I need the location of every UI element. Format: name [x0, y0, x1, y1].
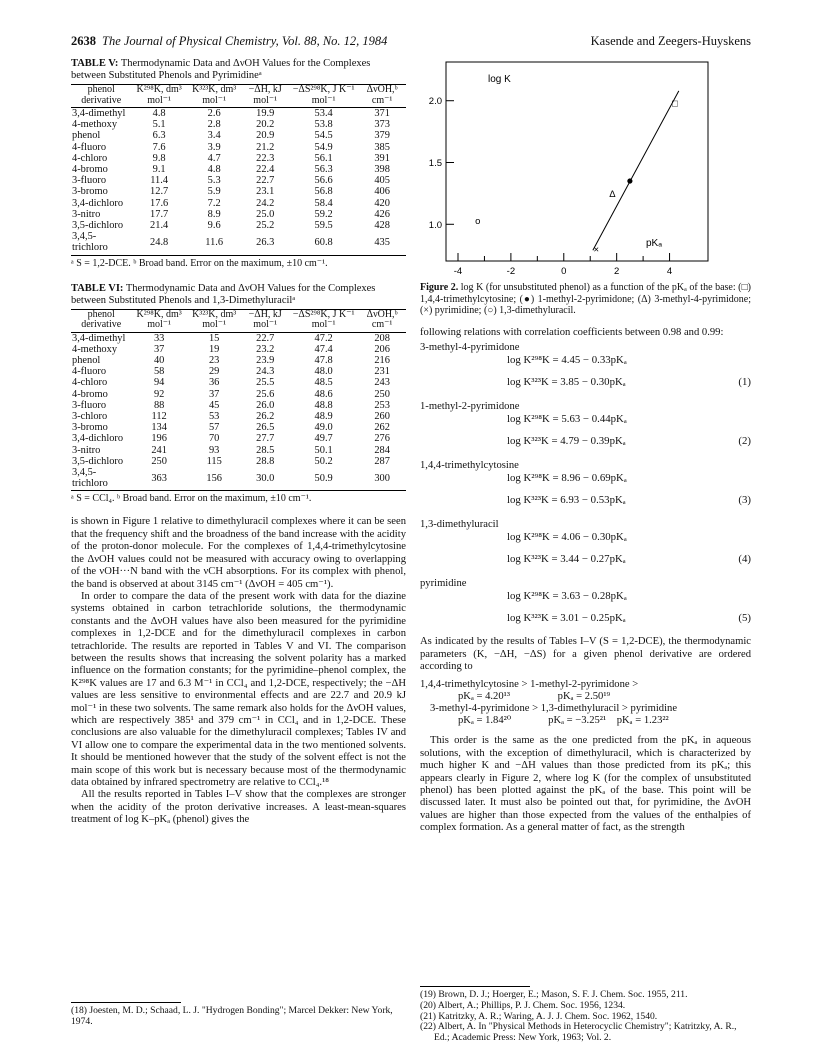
value-cell: 25.2 [256, 220, 275, 232]
value-cell: 23.1 [256, 186, 275, 198]
value-cell: 4.8 [152, 108, 166, 119]
table-row [71, 119, 406, 130]
value-cell: 26.0 [256, 399, 275, 411]
x-axis-label: pKₐ [646, 238, 662, 249]
phenol-derivative-cell: 3-fluoro [72, 399, 107, 411]
value-cell: 26.5 [256, 422, 275, 434]
value-cell: 37 [153, 343, 165, 355]
regression-line [593, 91, 679, 250]
value-cell: 45 [208, 399, 220, 411]
phenol-derivative-cell: 3-bromo [72, 422, 108, 434]
value-cell: 20.2 [256, 119, 275, 131]
value-cell: 57 [208, 422, 220, 434]
table5 [71, 84, 406, 256]
value-cell: 3.9 [207, 141, 221, 153]
value-cell: 115 [206, 455, 222, 467]
phenol-derivative-cell: 4-bromo [72, 388, 108, 400]
value-cell: 363 [131, 467, 187, 491]
footnote-18: (18) Joesten, M. D.; Schaad, L. J. "Hydrogen Bonding"; Marcel Dekker: New York, 1974. [71, 1005, 393, 1027]
value-cell: 385 [374, 141, 390, 153]
table-row [71, 153, 406, 164]
data-point-open-circle: o [475, 216, 481, 228]
value-cell: 50.9 [289, 467, 358, 491]
phenol-derivative-cell: 4-chloro [72, 377, 108, 389]
value-cell: 243 [374, 377, 390, 389]
value-cell: 391 [374, 152, 390, 164]
value-cell: 48.9 [314, 411, 333, 423]
value-cell: 11.4 [150, 175, 169, 187]
value-cell: 4.8 [207, 164, 221, 176]
value-cell: 241 [151, 444, 167, 456]
value-cell: 11.6 [187, 231, 242, 255]
value-cell: 21.4 [150, 220, 169, 232]
value-cell: 47.2 [314, 332, 333, 344]
value-cell: 208 [374, 332, 390, 344]
table-row [71, 231, 406, 255]
phenol-derivative-cell: 4-chloro [72, 152, 108, 164]
value-cell: 19.9 [256, 108, 275, 119]
table-row [71, 400, 406, 411]
equation-text: log K³²³K = 3.85 − 0.30pKₐ [507, 376, 626, 389]
table-row [71, 377, 406, 388]
value-cell: 8.9 [207, 208, 221, 220]
reference: (22) Albert, A. In "Physical Methods in Heterocyclic Chemistry"; Katritzky, A. R., Ed.; Academic Press: New York, 1963; Vol. 2. [420, 1021, 737, 1044]
paragraph: In order to compare the data of the present work with data for the diazine systems obtained in carbon tetrachloride solutions, the thermodynamic constants and the ΔνOH values have also been measured for the pyrimidine complexes in 1,2-DCE and for the dimethyluracil complexes in carbon tetrachloride. The results are reported in Tables V and VI. The comparison between the results shows that increasing the solvent polarity has a marked influence on the formation constants; for the pyrimidine–phenol complex, the K²⁹⁸K values are 17 and 6.3 M⁻¹ in CCl₄ and 1,2-DCE, respectively; the −ΔH values are less sensitive to environmental effects and are 22.7 and 20.9 kJ mol⁻¹ in these two solvents. The same remark also holds for the ΔνOH values, which are respectively 385¹ and 379 cm⁻¹ in CCl₄ and in 1,2-DCE. These conclusions are also valuable for the dimethyluracil complexes; Tables IV and VI allow one to compare the experimental data in the two mentioned solvents. It should be mentioned however that the study of the solvent effect is not the main scope of this work but is necessary because most of the thermodynamic data obtained by infrared spectrometry are relative to CCl₄.¹⁸ [71, 590, 406, 789]
y-axis-label: log K [488, 74, 511, 85]
table5-footnote: ᵃ S = 1,2-DCE. ᵇ Broad band. Error on the maximum, ±10 cm⁻¹. [71, 257, 328, 269]
value-cell: 26.3 [241, 231, 289, 255]
right-body-text [420, 735, 751, 834]
header-authors: Kasende and Zeegers-Huyskens [590, 34, 751, 48]
figure2-caption-text: log K (for unsubstituted phenol) as a function of the pKₐ of the base: (□) 1,4,4-trimethylcytosine; (●) 1-methyl-2-pyrimidone; (Δ) 3-methyl-4-pyrimidone; (×) pyrimidine; (○) 1,3-dimethyluracil. [420, 282, 752, 317]
table-row [71, 220, 406, 231]
value-cell: 26.2 [256, 411, 275, 423]
value-cell: 9.6 [207, 220, 221, 232]
y-tick-label: 1.5 [428, 158, 442, 169]
compound-name: 1,4,4-trimethylcytosine [420, 460, 519, 472]
phenol-derivative-cell: 4-methoxy [72, 343, 118, 355]
value-cell: 58.4 [314, 197, 333, 209]
compound-name: 1-methyl-2-pyrimidone [420, 401, 520, 413]
table6-footnote: ᵃ S = CCl₄. ᵇ Broad band. Error on the maximum, ±10 cm⁻¹. [71, 493, 312, 505]
right-footnote-area [420, 986, 751, 1044]
value-cell: 22.7 [256, 175, 275, 187]
value-cell: 260 [374, 411, 390, 423]
phenol-derivative-cell: 4-bromo [72, 164, 108, 176]
value-cell: 371 [374, 108, 390, 119]
value-cell: 435 [358, 231, 406, 255]
value-cell: 58 [153, 366, 165, 378]
value-cell: 25.5 [256, 377, 275, 389]
table-row [71, 456, 406, 467]
footnote-rule [420, 986, 530, 987]
table5-label: TABLE V: [71, 58, 119, 69]
value-cell: 22.3 [256, 152, 275, 164]
phenol-derivative-cell: 3,5-dichloro [72, 220, 124, 232]
table-row [71, 108, 406, 120]
table-row [71, 467, 406, 491]
y-tick-label: 2.0 [428, 96, 442, 108]
table-row [71, 142, 406, 153]
value-cell: 23.2 [256, 343, 275, 355]
table-row [71, 186, 406, 197]
equation-number: (3) [738, 494, 751, 507]
value-cell: 19 [208, 343, 220, 355]
phenol-derivative-cell: phenol [72, 130, 101, 142]
table-row [71, 344, 406, 355]
value-cell: 250 [151, 455, 167, 467]
value-cell: 420 [374, 197, 390, 209]
journal-title: The Journal of Physical Chemistry, Vol. 88, No. 12, 1984 [102, 34, 388, 48]
value-cell: 406 [374, 186, 390, 198]
equation-text: log K²⁹⁸K = 4.45 − 0.33pKₐ [507, 354, 627, 367]
right-column [420, 58, 752, 1044]
equation-text: log K³²³K = 4.79 − 0.39pKₐ [507, 435, 626, 448]
value-cell: 250 [374, 388, 390, 400]
left-footnote-area [71, 1002, 406, 1028]
phenol-derivative-cell: 3-nitro [72, 208, 101, 220]
value-cell: 54.5 [314, 130, 333, 142]
order-paragraph: As indicated by the results of Tables I–V (S = 1,2-DCE), the thermodynamic parameters (K, −ΔH, −ΔS) for a given phenol derivative are ordered according to [420, 636, 751, 672]
table-row [71, 198, 406, 209]
value-cell: 24.3 [256, 366, 275, 378]
table5-header-cell: −ΔH, kJ mol⁻¹ [241, 85, 289, 108]
plot-frame [446, 62, 708, 261]
equation-number: (1) [738, 376, 751, 389]
value-cell: 23 [208, 355, 220, 367]
x-tick-label: -4 [453, 266, 463, 276]
equation [420, 531, 751, 553]
order-line: pKₐ = 1.84²⁰ pKₐ = −3.25²¹ pKₐ = 1.23²² [458, 715, 669, 727]
phenol-derivative-cell: 3,4,5-trichloro [71, 467, 131, 491]
footnote-rule [71, 1002, 181, 1003]
table-row [71, 366, 406, 377]
value-cell: 2.6 [207, 108, 221, 119]
equation [420, 354, 751, 376]
x-tick-label: -2 [506, 266, 516, 276]
value-cell: 48.8 [314, 399, 333, 411]
value-cell: 48.6 [314, 388, 333, 400]
phenol-derivative-cell: 4-fluoro [72, 366, 107, 378]
table-row [71, 332, 406, 344]
table6-caption [71, 283, 406, 307]
equation [420, 376, 751, 398]
table6-header-cell: −ΔS²⁹⁸K, J K⁻¹ mol⁻¹ [289, 309, 358, 332]
equations [420, 341, 751, 634]
value-cell: 9.1 [152, 164, 166, 176]
x-tick-label: 4 [666, 266, 673, 276]
table6-label: TABLE VI: [71, 282, 124, 294]
table-row [71, 355, 406, 366]
left-body-text [71, 516, 406, 826]
compound-name: 1,3-dimethyluracil [420, 519, 499, 531]
value-cell: 9.8 [152, 152, 166, 164]
phenol-derivative-cell: 3,4,5-trichloro [71, 231, 131, 255]
equation-text: log K³²³K = 3.01 − 0.25pKₐ [507, 612, 626, 625]
value-cell: 134 [151, 422, 167, 434]
compound-name: 3-methyl-4-pyrimidone [420, 342, 520, 354]
equation-text: log K²⁹⁸K = 5.63 − 0.44pKₐ [507, 413, 627, 426]
value-cell: 24.2 [256, 197, 275, 209]
figure2-caption-label: Figure 2. [420, 282, 459, 293]
phenol-derivative-cell: 4-methoxy [72, 119, 118, 131]
equation [420, 435, 751, 457]
value-cell: 50.2 [314, 455, 333, 467]
paragraph: is shown in Figure 1 relative to dimethyluracil complexes where it can be seen that the frequency shift and the broadness of the band increase with the acidity of the proton-donor molecule. For the complexes of 1,4,4-trimethylcytosine the ΔνOH values could not be measured with accuracy owing to overlapping of the νOH···N band with the νCH absorptions. For its complex with phenol, the band is observed at about 3145 cm⁻¹ (ΔνOH = 405 cm⁻¹). [71, 516, 406, 590]
equation-text: log K²⁹⁸K = 8.96 − 0.69pKₐ [507, 472, 627, 485]
value-cell: 28.8 [256, 455, 275, 467]
value-cell: 56.1 [314, 152, 333, 164]
paragraph: All the results reported in Tables I–V show that the complexes are stronger when the acidity of the proton derivative increases. A least-mean-squares treatment of log K–pKₐ (phenol) gives the [71, 789, 406, 826]
data-point-square: □ [671, 98, 678, 110]
value-cell: 262 [374, 422, 390, 434]
right-intro: following relations with correlation coefficients between 0.98 and 0.99: [420, 326, 724, 338]
compound-name: pyrimidine [420, 578, 467, 590]
value-cell: 48.5 [314, 377, 333, 389]
value-cell: 284 [374, 444, 390, 456]
phenol-derivative-cell: 3,4-dichloro [72, 197, 124, 209]
table-row [71, 445, 406, 456]
data-marks [475, 91, 679, 256]
value-cell: 27.7 [256, 433, 275, 445]
y-tick-label: 1.0 [428, 219, 442, 231]
value-cell: 398 [374, 164, 390, 176]
reference: (21) Katritzky, A. R.; Waring, A. J. J. Chem. Soc. 1962, 1540. [420, 1010, 658, 1022]
x-tick-label: 2 [614, 266, 620, 276]
table6-header-cell: K³²³K, dm³ mol⁻¹ [187, 309, 242, 332]
table6-header-cell: phenol derivative [71, 309, 131, 332]
value-cell: 50.1 [314, 444, 333, 456]
table-row [71, 209, 406, 220]
table5-header-cell: phenol derivative [71, 85, 131, 108]
value-cell: 300 [358, 467, 406, 491]
value-cell: 70 [208, 433, 220, 445]
value-cell: 373 [374, 119, 390, 131]
value-cell: 5.3 [207, 175, 221, 187]
value-cell: 40 [153, 355, 165, 367]
paragraph: This order is the same as the one predicted from the pKₐ in aqueous solutions, with the exception of dimethyluracil, which is characterized by much higher K and −ΔH values than those predicted from its pKₐ; this appears clearly in Figure 2, where log K (for the complex of unsubstituted phenol) has been plotted against the pKₐ of the base. This point will be discussed later. It must also be pointed out that, for pyrimidine, the ΔνOH values are higher than those expected from the values of the enthalpies of complex formation. As a general matter of fact, as the strength [420, 735, 751, 834]
equation [420, 553, 751, 575]
running-header [71, 34, 751, 50]
value-cell: 92 [153, 388, 165, 400]
table-row [71, 433, 406, 444]
reference: (20) Albert, A.; Phillips, P. J. Chem. Soc. 1956, 1234. [420, 999, 626, 1011]
value-cell: 428 [374, 220, 390, 232]
left-column [71, 58, 406, 1027]
value-cell: 56.3 [314, 164, 333, 176]
value-cell: 47.8 [314, 355, 333, 367]
phenol-derivative-cell: 3-fluoro [72, 175, 107, 187]
value-cell: 426 [374, 208, 390, 220]
value-cell: 25.6 [256, 388, 275, 400]
value-cell: 7.2 [207, 197, 221, 209]
value-cell: 37 [208, 388, 220, 400]
value-cell: 28.5 [256, 444, 275, 456]
table-row [71, 411, 406, 422]
value-cell: 59.2 [314, 208, 333, 220]
value-cell: 47.4 [314, 343, 333, 355]
table5-body [71, 108, 406, 256]
value-cell: 53.4 [314, 108, 333, 119]
equation-number: (4) [738, 553, 751, 566]
value-cell: 48.0 [314, 366, 333, 378]
value-cell: 60.8 [289, 231, 358, 255]
value-cell: 17.6 [150, 197, 169, 209]
value-cell: 53.8 [314, 119, 333, 131]
table-row [71, 175, 406, 186]
value-cell: 94 [153, 377, 165, 389]
value-cell: 33 [153, 332, 165, 344]
table5-header-cell: K³²³K, dm³ mol⁻¹ [187, 85, 242, 108]
reference-list [420, 990, 751, 1044]
value-cell: 276 [374, 433, 390, 445]
table6-caption-text: Thermodynamic Data and ΔνOH Values for the Complexes between Substituted Phenols and 1,3-Dimethyluracilᵃ [71, 282, 376, 306]
data-point-filled-circle [627, 178, 632, 183]
phenol-derivative-cell: 3-chloro [72, 411, 108, 423]
value-cell: 88 [153, 399, 165, 411]
value-cell: 49.0 [314, 422, 333, 434]
basicity-order [420, 679, 751, 727]
value-cell: 49.7 [314, 433, 333, 445]
table6-header-cell: −ΔH, kJ mol⁻¹ [241, 309, 289, 332]
phenol-derivative-cell: 3-bromo [72, 186, 108, 198]
reference: (19) Brown, D. J.; Hoerger, E.; Mason, S. F. J. Chem. Soc. 1955, 211. [420, 989, 688, 1000]
table6-header-cell: ΔνOH,ᵇ cm⁻¹ [358, 309, 406, 332]
value-cell: 22.7 [256, 332, 275, 344]
x-tick-label: 0 [561, 266, 567, 276]
table6-body [71, 332, 406, 491]
table5-header-cell: K²⁹⁸K, dm³ mol⁻¹ [131, 85, 187, 108]
value-cell: 24.8 [131, 231, 187, 255]
phenol-derivative-cell: 3-nitro [72, 444, 101, 456]
value-cell: 56.8 [314, 186, 333, 198]
order-line: 3-methyl-4-pyrimidone > 1,3-dimethyluracil > pyrimidine [430, 703, 678, 715]
page-number: 2638 [71, 34, 96, 48]
value-cell: 20.9 [256, 130, 275, 142]
value-cell: 5.9 [207, 186, 221, 198]
value-cell: 7.6 [152, 141, 166, 153]
equation-number: (5) [738, 612, 751, 625]
value-cell: 4.7 [207, 152, 221, 164]
x-ticks [454, 253, 672, 276]
value-cell: 53 [208, 411, 220, 423]
table6-header-cell: K²⁹⁸K, dm³ mol⁻¹ [131, 309, 187, 332]
phenol-derivative-cell: 3,5-dichloro [72, 455, 124, 467]
equation-number: (2) [738, 435, 751, 448]
value-cell: 156 [187, 467, 242, 491]
value-cell: 21.2 [256, 141, 275, 153]
header-left [71, 34, 387, 49]
equation-text: log K²⁹⁸K = 4.06 − 0.30pKₐ [507, 531, 627, 544]
table5-caption-text: Thermodynamic Data and ΔνOH Values for the Complexes between Substituted Phenols and Pyrimidineᵃ [71, 58, 371, 81]
data-point-triangle: Δ [609, 188, 616, 200]
phenol-derivative-cell: 4-fluoro [72, 141, 107, 153]
value-cell: 23.9 [256, 355, 275, 367]
value-cell: 17.7 [150, 208, 169, 220]
value-cell: 206 [374, 343, 390, 355]
value-cell: 12.7 [150, 186, 169, 198]
value-cell: 405 [374, 175, 390, 187]
value-cell: 22.4 [256, 164, 275, 176]
equation [420, 494, 751, 516]
phenol-derivative-cell: 3,4-dimethyl [72, 332, 126, 344]
figure2-plot [420, 58, 751, 276]
equation [420, 413, 751, 435]
equation [420, 472, 751, 494]
data-point-cross: × [593, 244, 600, 256]
value-cell: 6.3 [152, 130, 166, 142]
table5-header-cell: −ΔS²⁹⁸K, J K⁻¹ mol⁻¹ [289, 85, 358, 108]
table-row [71, 389, 406, 400]
value-cell: 5.1 [152, 119, 166, 131]
value-cell: 379 [374, 130, 390, 142]
value-cell: 56.6 [314, 175, 333, 187]
value-cell: 216 [374, 355, 390, 367]
value-cell: 2.8 [207, 119, 221, 131]
equation [420, 612, 751, 634]
value-cell: 54.9 [314, 141, 333, 153]
value-cell: 253 [374, 399, 390, 411]
value-cell: 36 [208, 377, 220, 389]
table-row [71, 130, 406, 141]
value-cell: 112 [151, 411, 167, 423]
value-cell: 287 [374, 455, 390, 467]
value-cell: 3.4 [207, 130, 221, 142]
value-cell: 25.0 [256, 208, 275, 220]
value-cell: 231 [374, 366, 390, 378]
value-cell: 30.0 [241, 467, 289, 491]
order-line: pKₐ = 4.20¹³ pKₐ = 2.50¹⁹ [458, 691, 611, 703]
equation-text: log K³²³K = 6.93 − 0.53pKₐ [507, 494, 626, 507]
order-line: 1,4,4-trimethylcytosine > 1-methyl-2-pyrimidone > [420, 679, 639, 691]
table5-caption [71, 58, 406, 82]
phenol-derivative-cell: 3,4-dimethyl [72, 108, 126, 119]
value-cell: 59.5 [314, 220, 333, 232]
table5-header-cell: ΔνOH,ᵇ cm⁻¹ [358, 85, 406, 108]
value-cell: 15 [208, 332, 220, 344]
y-ticks [429, 96, 454, 231]
equation-text: log K³²³K = 3.44 − 0.27pKₐ [507, 553, 626, 566]
equation-text: log K²⁹⁸K = 3.63 − 0.28pKₐ [507, 590, 627, 603]
value-cell: 196 [151, 433, 167, 445]
figure2-caption [420, 282, 751, 317]
table-row [71, 422, 406, 433]
value-cell: 29 [208, 366, 220, 378]
phenol-derivative-cell: phenol [72, 355, 101, 367]
table-row [71, 164, 406, 175]
phenol-derivative-cell: 3,4-dichloro [72, 433, 124, 445]
equation [420, 590, 751, 612]
value-cell: 93 [208, 444, 220, 456]
table6 [71, 309, 406, 492]
